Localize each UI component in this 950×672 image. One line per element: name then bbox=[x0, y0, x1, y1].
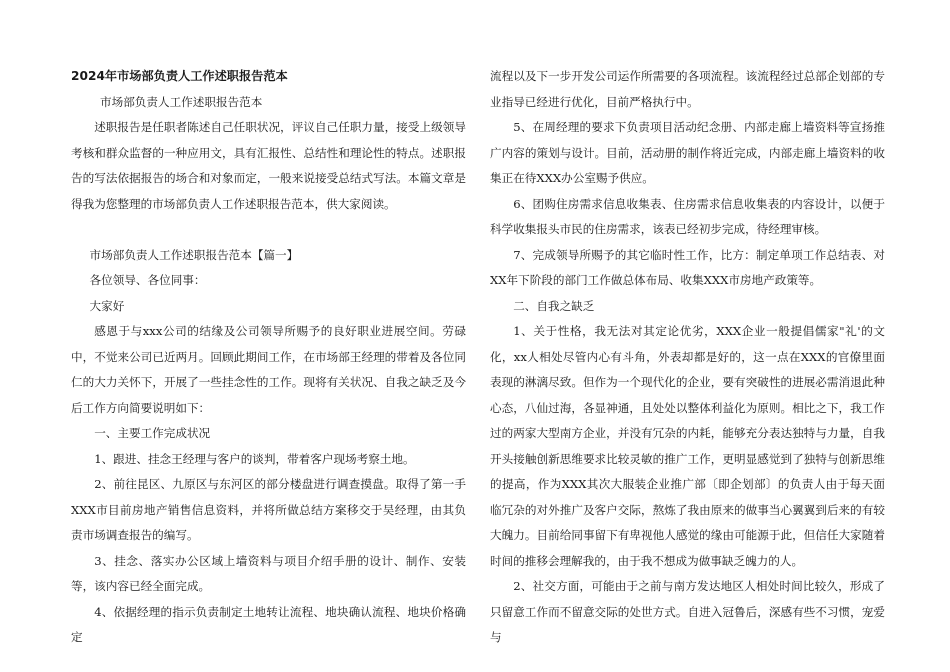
list-item: 5、在周经理的要求下负责项目活动纪念册、内部走廊上墙资料等宣扬推广内容的策划与设计。目前，活动册的制作将近完成，内部走廊上墙资料的收集正在待XXX办公室赐予供应。 bbox=[490, 120, 885, 185]
heading-work-status: 一、主要工作完成状况 bbox=[94, 426, 211, 440]
paragraph: 感恩于与xxx公司的结缘及公司领导所赐予的良好职业进展空间。劳碌中，不觉来公司已近两月。回顾此期间工作，在市场部王经理的带着及各位同仁的大力关怀下，开展了一些挂念性的工作。现将有关状况、自我之缺乏及今后工作方向简要说明如下： bbox=[71, 324, 466, 415]
blank-line bbox=[71, 217, 466, 243]
list-item: 7、完成领导所赐予的其它临时性工作，比方：制定单项工作总结表、对XX年下阶段的部门工作做总体布局、收集XXX市房地产政策等。 bbox=[490, 247, 885, 287]
list-item: 6、团购住房需求信息收集表、住房需求信息收集表的内容设计，以便于科学收集报头市民的住房需求，该表已经初步完成，待经理审核。 bbox=[490, 196, 885, 236]
list-item: 2、前往昆区、九原区与东河区的部分楼盘进行调查摸盘。取得了第一手XXX市目前房地产销售信息资料，并将所做总结方案移交于吴经理，由其负责市场调查报告的编写。 bbox=[71, 477, 466, 542]
intro-paragraph: 述职报告是任职者陈述自己任职状况，评议自己任职力量，接受上级领导考核和群众监督的一种应用文，具有汇报性、总结性和理论性的特点。述职报告的写法依据报告的场合和对象而定，一般来说接受总结式写法。本篇文章是得我为您整理的市场部负责人工作述职报告范本，供大家阅读。 bbox=[71, 120, 466, 211]
section-heading: 市场部负责人工作述职报告范本【篇一】 bbox=[89, 247, 299, 262]
list-item: 2、社交方面，可能由于之前与南方发达地区人相处时间比较久，形成了只留意工作而不留意交际的处世方式。自进入冠鲁后，深感有些不习惯，宠爱与 bbox=[490, 579, 885, 644]
paragraph-continued: 流程以及下一步开发公司运作所需要的各项流程。该流程经过总部企划部的专业指导已经进行优化，目前严格执行中。 bbox=[490, 69, 885, 109]
list-item: 1、跟进、挂念王经理与客户的谈判，带着客户现场考察土地。 bbox=[94, 451, 415, 466]
list-item: 3、挂念、落实办公区域上墙资料与项目介绍手册的设计、制作、安装等，该内容已经全面完成。 bbox=[71, 553, 466, 593]
list-item: 1、关于性格，我无法对其定论优劣，XXX企业一般提倡儒家"礼'的文化，xx人相处尽管内心有斗角，外表却都是好的，这一点在XXX的官僚里面表现的淋漓尽致。但作为一个现代化的企业，要有突破性的进展必需消退此种心态，八仙过海，各显神通，且处处以整体利益化为原则。相比之下，我工作过的两家大型南方企业，并没有冗杂的内耗，能够充分表达独特与力量，自我开头接触创新思维要求比较灵敏的推广工作，更明显感觉到了独特与创新思维的提高，作为XXX其次大服装企业推广部〔即企划部〕的负责人由于每天面临冗杂的对外推广及客户交际，熬炼了我由原来的做事当心翼翼到后来的有较大魄力。目前给同事留下有卑视他人感觉的缘由可能源于此，但信任大家随着时间的推移会理解我的，由于我不想成为做事缺乏魄力的人。 bbox=[490, 324, 885, 568]
greeting: 大家好 bbox=[89, 298, 125, 313]
heading-shortcomings: 二、自我之缺乏 bbox=[513, 298, 595, 313]
left-column bbox=[71, 64, 466, 651]
right-column bbox=[490, 64, 885, 651]
document-title: 2024年市场部负责人工作述职报告范本 bbox=[71, 69, 288, 83]
subtitle: 市场部负责人工作述职报告范本 bbox=[100, 94, 263, 109]
list-item: 4、依据经理的指示负责制定土地转让流程、地块确认流程、地块价格确定 bbox=[71, 604, 466, 644]
salutation: 各位领导、各位同事： bbox=[89, 273, 206, 287]
